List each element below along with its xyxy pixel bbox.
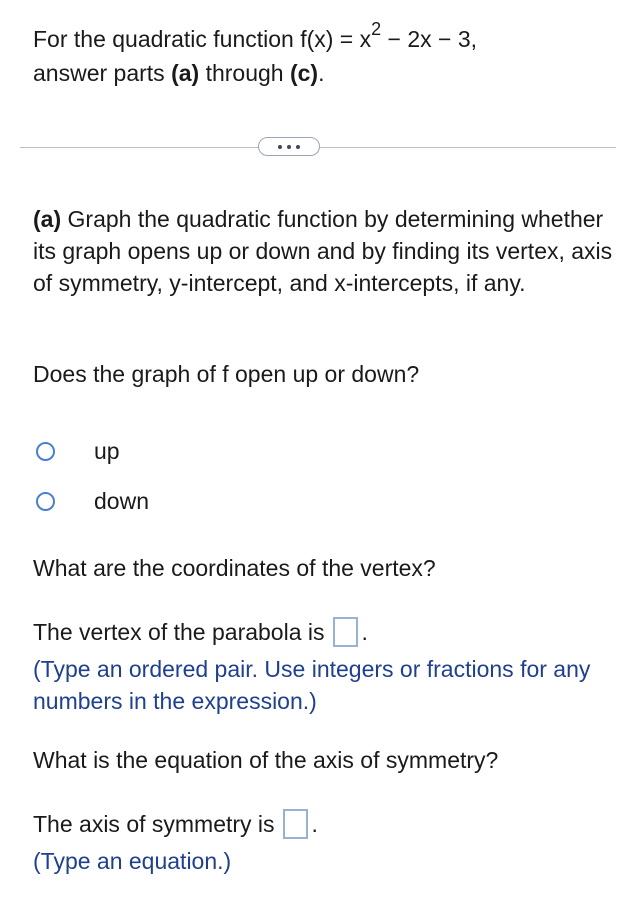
vertex-answer-prefix: The vertex of the parabola is [33, 619, 325, 645]
axis-hint: (Type an equation.) [33, 848, 232, 874]
part-a-bold: (a) [171, 60, 200, 86]
part-a-instructions [33, 203, 613, 299]
vertex-hint: (Type an ordered pair. Use integers or fractions for any numbers in the expression.) [33, 656, 591, 714]
part-a-text: Graph the quadratic function by determining whether its graph opens up or down and by finding its vertex, axis of symmetry, y-intercept, and x-intercepts, if any. [33, 206, 613, 296]
axis-answer-input[interactable] [283, 809, 308, 839]
exponent: 2 [371, 19, 382, 39]
radio-label-down[interactable]: down [94, 488, 149, 514]
vertex-answer-input[interactable] [333, 617, 358, 647]
axis-answer-line [33, 808, 318, 840]
question-open-direction: Does the graph of f open up or down? [33, 361, 420, 387]
problem-parts-text: answer parts [33, 60, 172, 86]
problem-statement-line2 [33, 58, 325, 88]
through-text: through [199, 60, 290, 86]
problem-statement-line1 [33, 19, 478, 54]
radio-option-up[interactable] [36, 437, 120, 465]
part-a-label: (a) [33, 206, 62, 232]
radio-button-down[interactable] [36, 492, 55, 511]
question-axis-of-symmetry: What is the equation of the axis of symmetry? [33, 747, 499, 773]
axis-answer-suffix: . [311, 811, 318, 837]
radio-option-down[interactable] [36, 487, 149, 515]
more-options-button[interactable] [258, 137, 320, 156]
axis-answer-prefix: The axis of symmetry is [33, 811, 275, 837]
problem-function-text: For the quadratic function f(x) = x [33, 26, 372, 52]
problem-function-rest: − 2x − 3, [381, 26, 478, 52]
ellipsis-icon [276, 145, 303, 149]
vertex-answer-suffix: . [361, 619, 368, 645]
vertex-answer-line [33, 616, 368, 648]
radio-button-up[interactable] [36, 442, 55, 461]
question-vertex: What are the coordinates of the vertex? [33, 555, 436, 581]
part-c-bold: (c) [289, 60, 319, 86]
period-text: . [318, 60, 325, 86]
radio-label-up[interactable]: up [94, 438, 120, 464]
